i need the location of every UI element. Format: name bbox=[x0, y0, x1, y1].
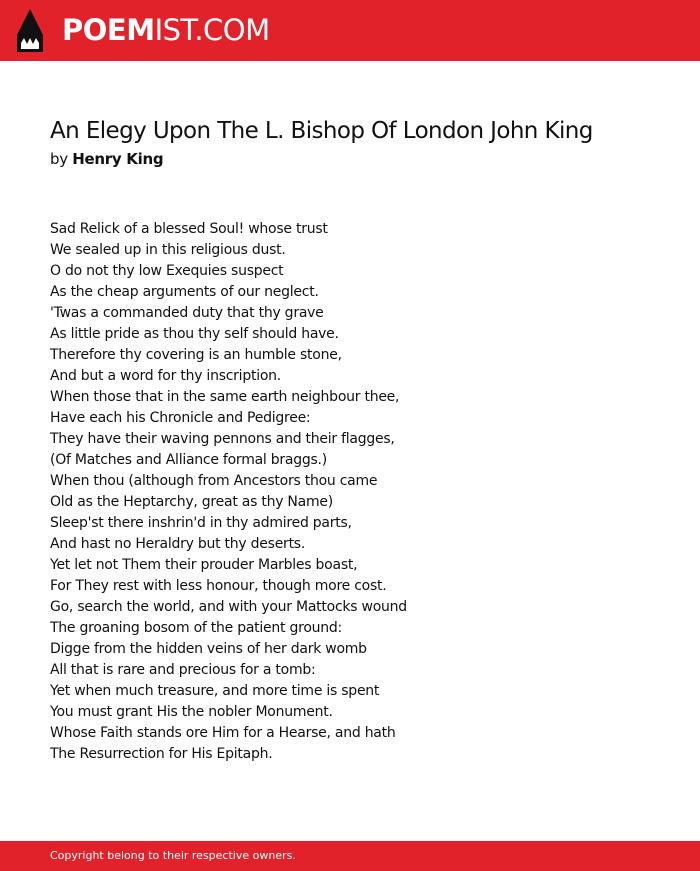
poem-line: All that is rare and precious for a tomb: bbox=[50, 662, 316, 678]
poem-line: And but a word for thy inscription. bbox=[50, 368, 281, 384]
logo-text-bold: POEM bbox=[62, 13, 155, 47]
poem-line: Yet let not Them their prouder Marbles boast, bbox=[50, 557, 358, 573]
poem-line: And hast no Heraldry but thy deserts. bbox=[50, 536, 306, 552]
logo-text-light: IST.COM bbox=[154, 13, 270, 47]
poem-line: When those that in the same earth neighbour thee, bbox=[50, 389, 400, 405]
poem-title: An Elegy Upon The L. Bishop Of London John King bbox=[50, 118, 593, 144]
poem-line: Go, search the world, and with your Mattocks wound bbox=[50, 599, 407, 615]
poem-line: Sad Relick of a blessed Soul! whose trust bbox=[50, 221, 328, 237]
poem-line: As little pride as thou thy self should have. bbox=[50, 326, 339, 342]
poem-line: For They rest with less honour, though more cost. bbox=[50, 578, 387, 594]
poem-line: Whose Faith stands ore Him for a Hearse, and hath bbox=[50, 725, 396, 741]
poem-line: Digge from the hidden veins of her dark womb bbox=[50, 641, 367, 657]
poem-line: They have their waving pennons and their flagges, bbox=[50, 431, 395, 447]
poem-line: Sleep'st there inshrin'd in thy admired parts, bbox=[50, 515, 352, 531]
poem-line: Yet when much treasure, and more time is spent bbox=[50, 683, 380, 699]
poem-line: Therefore thy covering is an humble stone, bbox=[50, 347, 342, 363]
copyright-notice: Copyright belong to their respective owners. bbox=[50, 849, 296, 862]
poem-line: We sealed up in this religious dust. bbox=[50, 242, 286, 258]
poem-line: The groaning bosom of the patient ground: bbox=[50, 620, 342, 636]
poem-line: The Resurrection for His Epitaph. bbox=[50, 746, 273, 762]
site-logo[interactable] bbox=[62, 12, 270, 48]
pencil-icon bbox=[17, 9, 43, 52]
byline bbox=[50, 148, 163, 170]
poem-line: Have each his Chronicle and Pedigree: bbox=[50, 410, 311, 426]
by-label: by bbox=[50, 150, 68, 168]
poem-line: Old as the Heptarchy, great as thy Name) bbox=[50, 494, 333, 510]
poem-line: As the cheap arguments of our neglect. bbox=[50, 284, 319, 300]
poem-body bbox=[50, 219, 407, 765]
site-header bbox=[0, 0, 700, 61]
poem-line: (Of Matches and Alliance formal braggs.) bbox=[50, 452, 327, 468]
poem-line: 'Twas a commanded duty that thy grave bbox=[50, 305, 324, 321]
poem-line: When thou (although from Ancestors thou came bbox=[50, 473, 378, 489]
site-footer bbox=[0, 841, 700, 871]
author-name: Henry King bbox=[72, 150, 164, 168]
poem-line: You must grant His the nobler Monument. bbox=[50, 704, 333, 720]
poem-line: O do not thy low Exequies suspect bbox=[50, 263, 284, 279]
